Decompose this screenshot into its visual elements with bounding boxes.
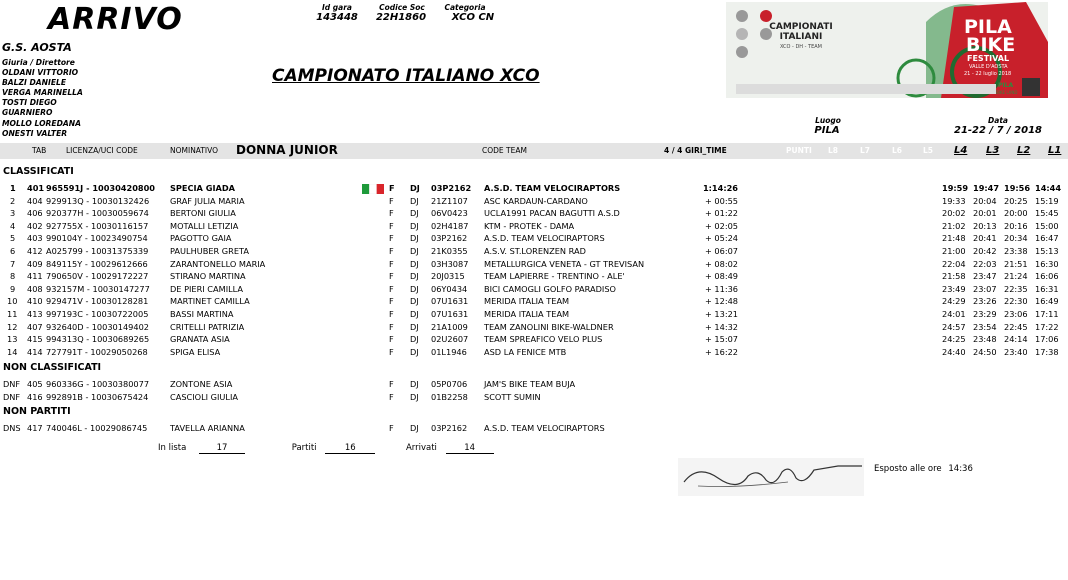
team-code-cell: 21Z1107 <box>431 195 468 206</box>
time-cell: + 06:07 <box>704 246 738 256</box>
lap-time-cell: 14:44 <box>1035 183 1062 193</box>
position-cell: 5 <box>10 233 16 244</box>
name-cell: GRAF JULIA MARIA <box>170 195 245 206</box>
position-cell: 1 <box>10 183 16 193</box>
bib-number-cell: 415 <box>27 334 43 345</box>
license-cell: 929471V - 10030128281 <box>46 296 149 307</box>
team-name-cell: TEAM LAPIERRE - TRENTINO - ALE' <box>484 271 625 282</box>
lap-time-cell: 16:06 <box>1035 271 1059 282</box>
id-gara-value: 143448 <box>316 12 358 23</box>
lap-time-cell: 24:57 <box>942 321 966 332</box>
bib-number-cell: 405 <box>27 379 43 389</box>
category-cell: DJ <box>410 208 419 219</box>
position-cell: DNS <box>3 423 21 433</box>
team-name-cell: A.S.D. TEAM VELOCIRAPTORS <box>484 423 605 433</box>
table-row <box>0 233 1068 245</box>
event-logo <box>726 2 1048 98</box>
lap-time-cell: 23:48 <box>973 334 997 345</box>
date-value: 21-22 / 7 / 2018 <box>953 125 1042 136</box>
table-row <box>0 423 1068 435</box>
table-row <box>0 392 1068 404</box>
lap-time-cell: 22:45 <box>1004 321 1028 332</box>
arrivati-value: 14 <box>446 443 494 454</box>
col-punti: PUNTI <box>786 146 812 155</box>
team-name-cell: ASD LA FENICE MTB <box>484 346 567 357</box>
position-cell: 12 <box>7 321 18 332</box>
table-row <box>0 221 1068 233</box>
sex-cell: F <box>389 208 394 219</box>
sex-cell: F <box>389 296 394 307</box>
lap-time-cell: 20:34 <box>1004 233 1028 244</box>
time-cell: + 05:24 <box>704 233 738 244</box>
jury-member: GUARNIERO <box>2 108 53 118</box>
time-cell: + 15:07 <box>704 334 738 345</box>
page-title: ARRIVO <box>48 2 183 37</box>
name-cell: CRITELLI PATRIZIA <box>170 321 245 332</box>
license-cell: 960336G - 10030380077 <box>46 379 150 389</box>
col-l7: L7 <box>860 146 870 155</box>
logo-dates: 21 - 22 luglio 2018 <box>964 71 1012 77</box>
lap-time-cell: 24:14 <box>1004 334 1028 345</box>
category-cell: DJ <box>410 309 419 319</box>
lap-time-cell: 23:06 <box>1004 309 1028 319</box>
lap-time-cell: 21:58 <box>942 271 966 282</box>
logo-corner: PILA <box>998 82 1014 89</box>
arrivati-label: Arrivati <box>405 443 437 453</box>
luogo-label: Luogo <box>815 116 841 125</box>
lap-time-cell: 23:38 <box>1004 246 1028 256</box>
license-cell: 932640D - 10030149402 <box>46 321 150 332</box>
lap-time-cell: 19:47 <box>973 183 1000 193</box>
name-cell: ZARANTONELLO MARIA <box>170 258 266 269</box>
bib-number-cell: 413 <box>27 309 43 319</box>
license-cell: 927755X - 10030116157 <box>46 220 149 231</box>
team-code-cell: 03P2162 <box>431 233 468 244</box>
time-cell: + 08:49 <box>704 271 738 282</box>
logo-place: VALLE D'AOSTA <box>969 64 1008 70</box>
sex-cell: F <box>389 391 394 402</box>
team-name-cell: TEAM ZANOLINI BIKE-WALDNER <box>484 321 614 332</box>
sex-cell: F <box>389 183 395 193</box>
col-l4: L4 <box>954 145 968 156</box>
license-cell: 920377H - 10030059674 <box>46 208 149 219</box>
license-cell: 965591J - 10030420800 <box>46 183 155 193</box>
lap-time-cell: 17:06 <box>1035 334 1059 345</box>
codice-soc-value: 22H1860 <box>375 12 427 23</box>
sex-cell: F <box>389 334 394 345</box>
time-cell: + 01:22 <box>704 208 738 219</box>
in-lista-value: 17 <box>199 443 245 454</box>
license-cell: 790650V - 10029172227 <box>46 271 149 282</box>
category-name: DONNA JUNIOR <box>236 143 338 157</box>
bib-number-cell: 414 <box>27 346 43 357</box>
table-row <box>0 347 1068 359</box>
name-cell: MARTINET CAMILLA <box>170 296 250 307</box>
exposed-value: 14:36 <box>948 464 973 474</box>
lap-time-cell: 23:26 <box>973 296 997 307</box>
logo-left-sub: XCO - DH - TEAM <box>779 44 822 50</box>
position-cell: 7 <box>10 258 16 269</box>
col-giri-time: 4 / 4 GIRI_TIME <box>664 146 727 155</box>
jury-list <box>2 58 83 139</box>
position-cell: 10 <box>7 296 18 307</box>
table-row <box>0 309 1068 321</box>
categoria-label: Categoria <box>444 3 486 12</box>
sex-cell: F <box>389 309 394 319</box>
codice-soc-label: Codice Soc <box>379 3 425 12</box>
category-cell: DJ <box>410 296 419 307</box>
category-cell: DJ <box>410 220 419 231</box>
license-cell: 994313Q - 10030689265 <box>46 334 150 345</box>
position-cell: DNF <box>3 379 21 389</box>
category-cell: DJ <box>410 195 419 206</box>
lap-time-cell: 20:01 <box>973 208 997 219</box>
col-licenza: LICENZA/UCI CODE <box>66 146 138 155</box>
table-row <box>0 296 1068 308</box>
organizer: G.S. AOSTA <box>2 41 72 54</box>
team-name-cell: BICI CAMOGLI GOLFO PARADISO <box>484 283 616 294</box>
sex-cell: F <box>389 195 394 206</box>
sex-cell: F <box>389 220 394 231</box>
logo-left-title: CAMPIONATI ITALIANI <box>769 22 833 42</box>
table-row <box>0 271 1068 283</box>
lap-time-cell: 16:49 <box>1035 296 1059 307</box>
lap-time-cell: 17:11 <box>1035 309 1059 319</box>
col-nominativo: NOMINATIVO <box>170 146 219 155</box>
lap-time-cell: 24:40 <box>942 346 966 357</box>
team-code-cell: 01L1946 <box>431 346 467 357</box>
table-row <box>0 246 1068 258</box>
table-row <box>0 322 1068 334</box>
license-cell: 727791T - 10029050268 <box>46 346 148 357</box>
col-code-team: CODE TEAM <box>482 146 527 155</box>
name-cell: ZONTONE ASIA <box>170 379 233 389</box>
category-cell: DJ <box>410 391 419 402</box>
lap-time-cell: 24:29 <box>942 296 966 307</box>
name-cell: SPECIA GIADA <box>170 183 235 193</box>
jury-member: VERGA MARINELLA <box>2 88 83 98</box>
jury-member: TOSTI DIEGO <box>2 98 57 108</box>
table-row <box>0 183 1068 195</box>
license-cell: 849115Y - 10029612666 <box>46 258 148 269</box>
team-code-cell: 07U1631 <box>431 309 469 319</box>
sex-cell: F <box>389 379 394 389</box>
name-cell: DE PIERI CAMILLA <box>170 283 244 294</box>
bib-number-cell: 407 <box>27 321 43 332</box>
team-name-cell: ASC KARDAUN-CARDANO <box>484 195 588 206</box>
lap-time-cell: 16:31 <box>1035 283 1059 294</box>
exposed-time <box>874 464 973 474</box>
sex-cell: F <box>389 233 394 244</box>
partiti-label: Partiti <box>291 443 317 453</box>
lap-time-cell: 20:04 <box>973 195 997 206</box>
lap-time-cell: 19:59 <box>942 183 969 193</box>
lap-time-cell: 20:41 <box>973 233 997 244</box>
lap-time-cell: 20:25 <box>1004 195 1028 206</box>
team-code-cell: 01B2258 <box>431 391 468 402</box>
position-cell: 8 <box>10 271 16 282</box>
championship-title: CAMPIONATO ITALIANO XCO <box>272 66 540 86</box>
time-cell: + 13:21 <box>704 309 738 319</box>
lap-time-cell: 20:16 <box>1004 220 1028 231</box>
lap-time-cell: 21:02 <box>942 220 966 231</box>
lap-time-cell: 19:33 <box>942 195 966 206</box>
lap-time-cell: 20:13 <box>973 220 997 231</box>
lap-time-cell: 21:24 <box>1004 271 1028 282</box>
team-code-cell: 05P0706 <box>431 379 468 389</box>
category-cell: DJ <box>410 283 419 294</box>
sex-cell: F <box>389 321 394 332</box>
logo-brand-3: FESTIVAL <box>967 54 1010 63</box>
license-cell: 990104Y - 10023490754 <box>46 233 148 244</box>
sex-cell: F <box>389 283 394 294</box>
section-classified: CLASSIFICATI <box>3 166 74 177</box>
team-code-cell: 20J0315 <box>431 271 465 282</box>
bib-number-cell: 417 <box>27 423 43 433</box>
time-cell: + 11:36 <box>704 283 738 294</box>
license-cell: 932157M - 10030147277 <box>46 283 150 294</box>
lap-time-cell: 20:00 <box>1004 208 1028 219</box>
license-cell: 997193C - 10030722005 <box>46 309 149 319</box>
sex-cell: F <box>389 246 394 256</box>
name-cell: GRANATA ASIA <box>170 334 230 345</box>
team-name-cell: TEAM SPREAFICO VELO PLUS <box>484 334 603 345</box>
logo-brand-1: PILA <box>964 16 1012 38</box>
col-l2: L2 <box>1017 145 1031 156</box>
table-row <box>0 196 1068 208</box>
table-row <box>0 379 1068 391</box>
sex-cell: F <box>389 271 394 282</box>
team-code-cell: 21A1009 <box>431 321 468 332</box>
time-cell: + 14:32 <box>704 321 738 332</box>
category-cell: DJ <box>410 423 419 433</box>
bib-number-cell: 402 <box>27 220 43 231</box>
name-cell: STIRANO MARTINA <box>170 271 246 282</box>
category-cell: DJ <box>410 183 420 193</box>
bib-number-cell: 404 <box>27 195 43 206</box>
lap-time-cell: 17:38 <box>1035 346 1059 357</box>
table-row <box>0 334 1068 346</box>
jury-member: ONESTI VALTER <box>2 128 68 138</box>
name-cell: PAGOTTO GAIA <box>170 233 232 244</box>
italy-flag-icon <box>362 184 384 196</box>
logo-corner-sub: BIKE LAND <box>996 90 1018 95</box>
position-cell: 4 <box>10 220 16 231</box>
category-cell: DJ <box>410 271 419 282</box>
bib-number-cell: 409 <box>27 258 43 269</box>
lap-time-cell: 24:01 <box>942 309 966 319</box>
name-cell: BASSI MARTINA <box>170 309 234 319</box>
col-l8: L8 <box>828 146 838 155</box>
lap-time-cell: 20:42 <box>973 246 997 256</box>
name-cell: CASCIOLI GIULIA <box>170 391 238 402</box>
position-cell: 14 <box>7 346 18 357</box>
bib-number-cell: 412 <box>27 246 43 256</box>
category-cell: DJ <box>410 379 419 389</box>
table-row <box>0 208 1068 220</box>
lap-time-cell: 23:49 <box>942 283 966 294</box>
partiti-value: 16 <box>325 443 375 454</box>
lap-time-cell: 21:48 <box>942 233 966 244</box>
categoria-value: XCO CN <box>451 12 495 23</box>
name-cell: MOTALLI LETIZIA <box>170 220 239 231</box>
jury-member: OLDANI VITTORIO <box>2 68 79 78</box>
position-cell: 6 <box>10 246 16 256</box>
lap-time-cell: 16:47 <box>1035 233 1059 244</box>
category-cell: DJ <box>410 258 419 269</box>
team-name-cell: METALLURGICA VENETA - GT TREVISAN <box>484 258 645 269</box>
license-cell: 740046L - 10029086745 <box>46 423 148 433</box>
sex-cell: F <box>389 258 394 269</box>
team-name-cell: MERIDA ITALIA TEAM <box>484 296 570 307</box>
bib-number-cell: 416 <box>27 391 43 402</box>
table-row <box>0 259 1068 271</box>
col-l3: L3 <box>986 145 1000 156</box>
team-code-cell: 03P2162 <box>431 423 468 433</box>
team-name-cell: MERIDA ITALIA TEAM <box>484 309 570 319</box>
luogo-value: PILA <box>814 125 840 136</box>
lap-time-cell: 24:25 <box>942 334 966 345</box>
name-cell: TAVELLA ARIANNA <box>170 423 245 433</box>
in-lista-label: In lista <box>158 443 187 453</box>
lap-time-cell: 15:45 <box>1035 208 1059 219</box>
team-code-cell: 06V0423 <box>431 208 468 219</box>
jury-member: BALZI DANIELE <box>2 78 67 88</box>
team-code-cell: 06Y0434 <box>431 283 468 294</box>
name-cell: SPIGA ELISA <box>170 346 221 357</box>
team-name-cell: A.S.V. ST.LORENZEN RAD <box>484 246 586 256</box>
team-name-cell: SCOTT SUMIN <box>484 391 541 402</box>
lap-time-cell: 22:03 <box>973 258 997 269</box>
lap-time-cell: 23:29 <box>973 309 997 319</box>
sex-cell: F <box>389 346 394 357</box>
team-name-cell: UCLA1991 PACAN BAGUTTI A.S.D <box>484 208 620 219</box>
lap-time-cell: 15:00 <box>1035 220 1059 231</box>
lap-time-cell: 23:40 <box>1004 346 1028 357</box>
team-code-cell: 03H3087 <box>431 258 469 269</box>
col-l1: L1 <box>1048 145 1062 156</box>
category-cell: DJ <box>410 246 419 256</box>
lap-time-cell: 21:51 <box>1004 258 1028 269</box>
section-not-started: NON PARTITI <box>3 406 71 417</box>
position-cell: 13 <box>7 334 18 345</box>
team-code-cell: 21K0355 <box>431 246 468 256</box>
bib-number-cell: 406 <box>27 208 43 219</box>
time-cell: + 16:22 <box>704 346 738 357</box>
team-code-cell: 02H4187 <box>431 220 469 231</box>
category-cell: DJ <box>410 321 419 332</box>
lap-time-cell: 17:22 <box>1035 321 1059 332</box>
time-cell: 1:14:26 <box>702 183 738 193</box>
totals-line <box>158 443 494 454</box>
position-cell: 3 <box>10 208 16 219</box>
section-not-classified: NON CLASSIFICATI <box>3 362 102 373</box>
team-name-cell: A.S.D. TEAM VELOCIRAPTORS <box>484 233 605 244</box>
lap-time-cell: 19:56 <box>1004 183 1031 193</box>
position-cell: 2 <box>10 195 16 206</box>
lap-time-cell: 15:13 <box>1035 246 1059 256</box>
license-cell: 992891B - 10030675424 <box>46 391 149 402</box>
jury-label: Giuria / Direttore <box>2 58 75 67</box>
name-cell: PAULHUBER GRETA <box>170 246 249 256</box>
time-cell: + 08:02 <box>704 258 738 269</box>
team-name-cell: A.S.D. TEAM VELOCIRAPTORS <box>484 183 621 193</box>
time-cell: + 00:55 <box>704 195 738 206</box>
category-cell: DJ <box>410 233 419 244</box>
col-tab: TAB <box>32 146 47 155</box>
sex-cell: F <box>389 423 394 433</box>
table-row <box>0 284 1068 296</box>
category-cell: DJ <box>410 334 419 345</box>
time-cell: + 02:05 <box>704 220 738 231</box>
bib-number-cell: 403 <box>27 233 43 244</box>
lap-time-cell: 21:00 <box>942 246 966 256</box>
position-cell: DNF <box>3 391 21 402</box>
team-code-cell: 02U2607 <box>431 334 469 345</box>
team-name-cell: KTM - PROTEK - DAMA <box>484 220 575 231</box>
license-cell: A025799 - 10031375339 <box>46 246 149 256</box>
bib-number-cell: 410 <box>27 296 43 307</box>
license-cell: 929913Q - 10030132426 <box>46 195 150 206</box>
jury-member: MOLLO LOREDANA <box>2 118 81 128</box>
position-cell: 11 <box>7 309 18 319</box>
col-l5: L5 <box>923 146 933 155</box>
lap-time-cell: 20:02 <box>942 208 966 219</box>
team-code-cell: 03P2162 <box>431 183 472 193</box>
name-cell: BERTONI GIULIA <box>170 208 236 219</box>
lap-time-cell: 24:50 <box>973 346 997 357</box>
bib-number-cell: 408 <box>27 283 43 294</box>
lap-time-cell: 23:47 <box>973 271 997 282</box>
lap-time-cell: 22:30 <box>1004 296 1028 307</box>
bib-number-cell: 401 <box>27 183 45 193</box>
lap-time-cell: 23:54 <box>973 321 997 332</box>
exposed-label: Esposto alle ore <box>874 464 942 474</box>
bib-number-cell: 411 <box>27 271 43 282</box>
time-cell: + 12:48 <box>704 296 738 307</box>
lap-time-cell: 23:07 <box>973 283 997 294</box>
team-code-cell: 07U1631 <box>431 296 469 307</box>
category-cell: DJ <box>410 346 419 357</box>
position-cell: 9 <box>10 283 16 294</box>
lap-time-cell: 22:04 <box>942 258 966 269</box>
column-header-bar <box>0 143 1068 159</box>
id-gara-label: Id gara <box>322 3 352 12</box>
date-label: Data <box>988 116 1008 125</box>
lap-time-cell: 15:19 <box>1035 195 1059 206</box>
lap-time-cell: 22:35 <box>1004 283 1028 294</box>
team-name-cell: JAM'S BIKE TEAM BUJA <box>484 379 576 389</box>
logo-brand-2: BIKE <box>966 34 1016 56</box>
lap-time-cell: 16:30 <box>1035 258 1059 269</box>
col-l6: L6 <box>892 146 902 155</box>
signature <box>678 458 864 496</box>
